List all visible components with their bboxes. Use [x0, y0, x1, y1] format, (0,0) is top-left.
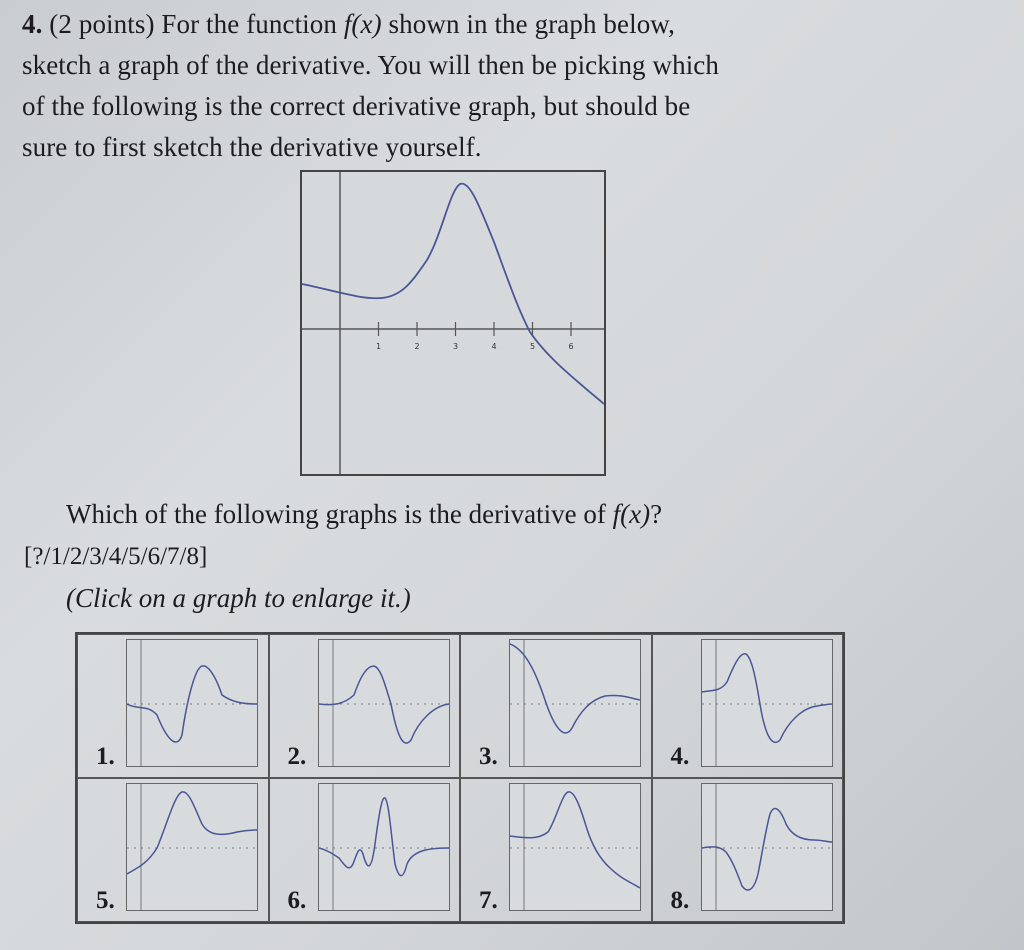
answer-graph-3[interactable] [460, 634, 652, 778]
answer-label-5: 5. [96, 887, 115, 914]
answer-graph-4-thumbnail[interactable] [701, 639, 833, 767]
x-tick-label-5: 5 [529, 342, 536, 351]
problem-number: 4. [22, 9, 43, 39]
answer-graph-8[interactable] [652, 778, 844, 922]
problem-line-2: sketch a graph of the derivative. You will then be picking which [22, 50, 719, 80]
problem-line-4: sure to first sketch the derivative yourself. [22, 132, 482, 162]
answer-label-6: 6. [287, 887, 307, 914]
answer-graph-3-thumbnail[interactable] [509, 639, 641, 767]
answer-label-2: 2. [287, 743, 307, 770]
answer-graph-2-thumbnail[interactable] [318, 639, 450, 767]
answer-graph-2[interactable] [269, 634, 461, 778]
function-curve [302, 184, 604, 404]
function-graph-svg [302, 172, 604, 474]
answer-graph-1[interactable] [77, 634, 269, 778]
answer-label-1: 1. [96, 743, 115, 770]
x-tick-label-2: 2 [414, 342, 420, 351]
question: Which of the following graphs is the derivative of f(x)? [66, 499, 663, 529]
problem-line-1: 4. (2 points) For the function f(x) shown in the graph below, [22, 9, 676, 39]
function-label: f(x) [343, 9, 382, 39]
answer-label-4: 4. [670, 743, 690, 770]
answer-label-3: 3. [479, 743, 498, 770]
problem-line-3: of the following is the correct derivative graph, but should be [22, 91, 691, 121]
answer-graph-5[interactable] [77, 778, 269, 922]
x-axis-ticks [376, 322, 574, 351]
answer-graph-4[interactable] [652, 634, 844, 778]
answer-graph-6[interactable] [269, 778, 461, 922]
answer-label-7: 7. [479, 887, 498, 914]
answer-graph-7[interactable] [460, 778, 652, 922]
problem-statement [22, 4, 902, 168]
answer-graph-6-thumbnail[interactable] [318, 783, 450, 911]
answer-graph-1-thumbnail[interactable] [126, 639, 258, 767]
function-graph [300, 170, 606, 476]
click-note: (Click on a graph to enlarge it.) [66, 583, 411, 613]
x-tick-label-4: 4 [491, 342, 497, 351]
answer-graph-8-thumbnail[interactable] [701, 783, 833, 911]
answer-options: [?/1/2/3/4/5/6/7/8] [24, 543, 208, 570]
x-tick-label-3: 3 [452, 342, 459, 351]
answer-label-8: 8. [670, 887, 690, 914]
x-tick-label-6: 6 [568, 342, 574, 351]
answer-graph-7-thumbnail[interactable] [509, 783, 641, 911]
answer-graphs-grid [75, 632, 845, 924]
x-tick-label-1: 1 [375, 342, 382, 351]
answer-graph-5-thumbnail[interactable] [126, 783, 258, 911]
